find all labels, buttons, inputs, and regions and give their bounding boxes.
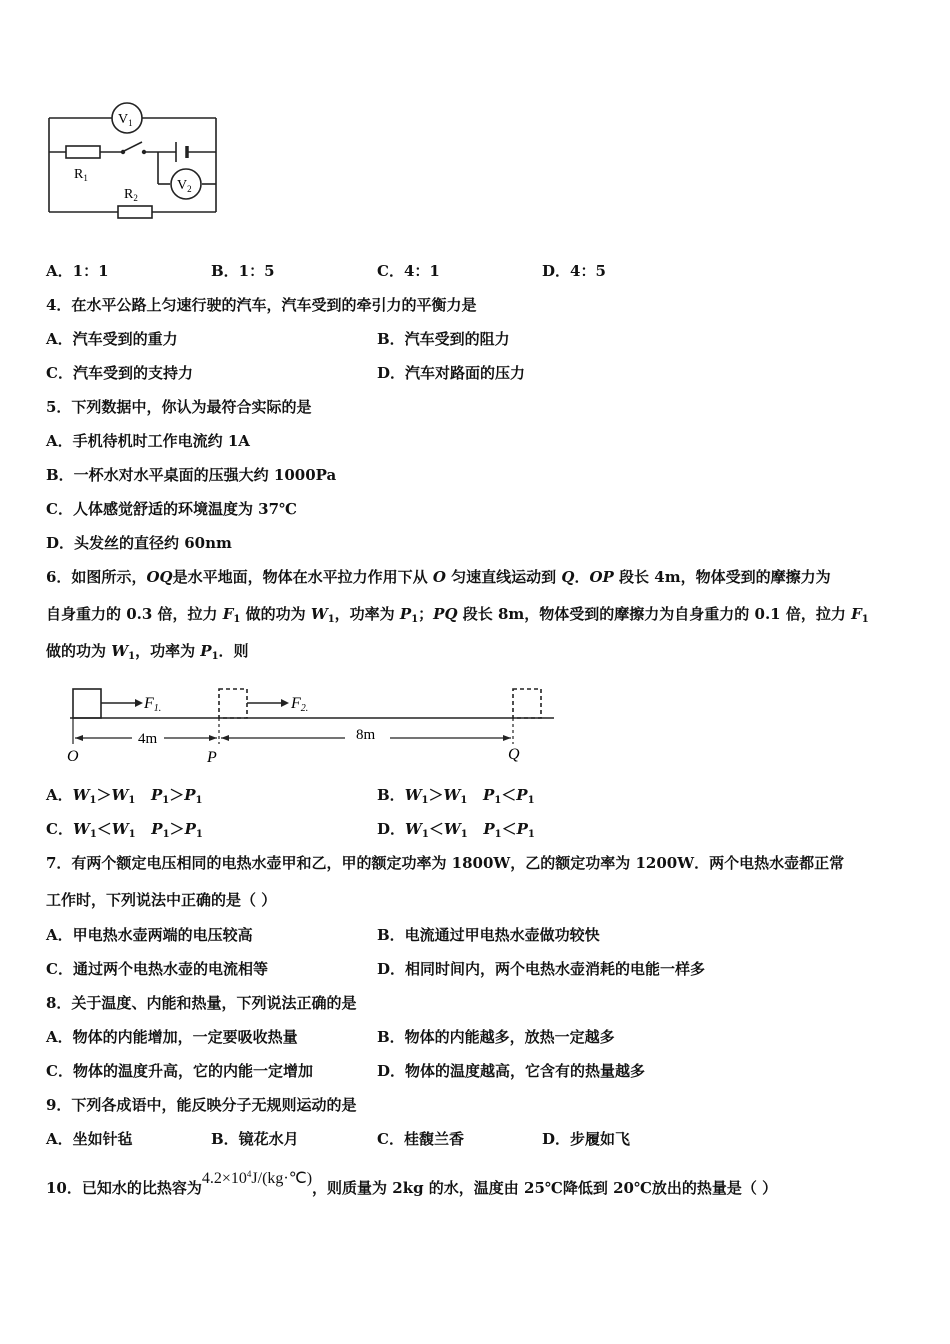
q9-stem: 9．下列各成语中，能反映分子无规则运动的是 — [46, 1096, 357, 1114]
point-o-label: O — [67, 748, 79, 765]
f2-label: F2. — [291, 695, 309, 714]
q8-option-c[interactable]: C．物体的温度升高，它的内能一定增加 — [46, 1062, 313, 1080]
distance-op-label: 4m — [138, 731, 158, 747]
q6-option-b[interactable]: B．$W_1>W_1$ $P_1<P_1$ — [377, 786, 535, 806]
r2-label: $R_2$ — [124, 187, 138, 203]
q5-stem: 5．下列数据中，你认为最符合实际的是 — [46, 398, 312, 416]
q3-option-d[interactable]: D．4：5 — [542, 262, 606, 280]
q7-option-b[interactable]: B．电流通过甲电热水壶做功较快 — [377, 926, 600, 944]
q7-option-c[interactable]: C．通过两个电热水壶的电流相等 — [46, 960, 268, 978]
q9-option-b[interactable]: B．镜花水月 — [211, 1130, 299, 1148]
resistor-r1 — [66, 146, 100, 158]
q8-option-b[interactable]: B．物体的内能越多，放热一定越多 — [377, 1028, 615, 1046]
q5-option-c[interactable]: C．人体感觉舒适的环境温度为 37℃ — [46, 500, 298, 518]
specific-heat-formula: $4.2\times 10^4J/(kg\cdot℃)$ — [201, 1169, 313, 1187]
point-p-label: P — [207, 749, 217, 766]
q3-option-a[interactable]: A．1：1 — [46, 262, 109, 280]
q7-option-d[interactable]: D．相同时间内，两个电热水壶消耗的电能一样多 — [377, 960, 706, 978]
q6-option-c[interactable]: C．$W_1<W_1$ $P_1>P_1$ — [46, 820, 203, 840]
q9-option-a[interactable]: A．坐如针毡 — [46, 1130, 133, 1148]
resistor-r2 — [118, 206, 152, 218]
q6-stem-line3: 做的功为 $W_1$，功率为 $P_1$．则 — [46, 642, 249, 662]
v1-label: $V_1$ — [118, 112, 133, 128]
block-at-o — [73, 689, 101, 718]
q6-stem-line2: 自身重力的 0.3 倍，拉力 $F_1$ 做的功为 $W_1$，功率为 $P_1$；PQ 段长 8m，物体受到的摩擦力为自身重力的 0.1 倍，拉力 $F_1$ — [46, 605, 869, 625]
q4-option-a[interactable]: A．汽车受到的重力 — [46, 330, 178, 348]
q8-option-a[interactable]: A．物体的内能增加，一定要吸收热量 — [46, 1028, 298, 1046]
q6-option-a[interactable]: A．$W_1>W_1$ $P_1>P_1$ — [46, 786, 203, 806]
q8-option-d[interactable]: D．物体的温度越高，它含有的热量越多 — [377, 1062, 646, 1080]
distance-pq-label: 8m — [356, 727, 376, 743]
q7-stem-line2: 工作时，下列说法中正确的是（ ） — [46, 891, 277, 909]
q3-option-b[interactable]: B．1：5 — [211, 262, 275, 280]
q6-option-d[interactable]: D．$W_1<W_1$ $P_1<P_1$ — [377, 820, 535, 840]
q4-stem: 4．在水平公路上匀速行驶的汽车，汽车受到的牵引力的平衡力是 — [46, 296, 477, 314]
q6-stem-line1: 6．如图所示，OQ是水平地面，物体在水平拉力作用下从 O 匀速直线运动到 Q．OP 段长 4m，物体受到的摩擦力为 — [46, 568, 831, 586]
q5-option-d[interactable]: D．头发丝的直径约 60nm — [46, 534, 232, 552]
q7-option-a[interactable]: A．甲电热水壶两端的电压较高 — [46, 926, 253, 944]
block-at-q — [513, 689, 541, 718]
q4-option-b[interactable]: B．汽车受到的阻力 — [377, 330, 510, 348]
q10-stem: 10．已知水的比热容为$4.2\times 10^4J/(kg\cdot℃)$，则质量为 2kg 的水，温度由 25℃降低到 20℃放出的热量是（ ） — [46, 1169, 778, 1197]
q4-option-d[interactable]: D．汽车对路面的压力 — [377, 364, 526, 382]
q9-option-d[interactable]: D．步履如飞 — [542, 1130, 631, 1148]
q5-option-a[interactable]: A．手机待机时工作电流约 1A — [46, 432, 250, 450]
circuit-diagram — [44, 100, 224, 224]
point-q-label: Q — [508, 746, 520, 763]
q7-stem-line1: 7．有两个额定电压相同的电热水壶甲和乙，甲的额定功率为 1800W，乙的额定功率为 1200W．两个电热水壶都正常 — [46, 854, 845, 872]
q9-option-c[interactable]: C．桂馥兰香 — [377, 1130, 464, 1148]
f1-label: F1. — [144, 695, 162, 714]
q3-option-c[interactable]: C．4：1 — [377, 262, 440, 280]
q4-option-c[interactable]: C．汽车受到的支持力 — [46, 364, 193, 382]
q5-option-b[interactable]: B．一杯水对水平桌面的压强大约 1000Pa — [46, 466, 337, 484]
r1-label: $R_1$ — [74, 167, 88, 183]
q8-stem: 8．关于温度、内能和热量，下列说法正确的是 — [46, 994, 357, 1012]
motion-diagram — [60, 682, 560, 768]
v2-label: $V_2$ — [177, 178, 192, 194]
block-at-p — [219, 689, 247, 718]
